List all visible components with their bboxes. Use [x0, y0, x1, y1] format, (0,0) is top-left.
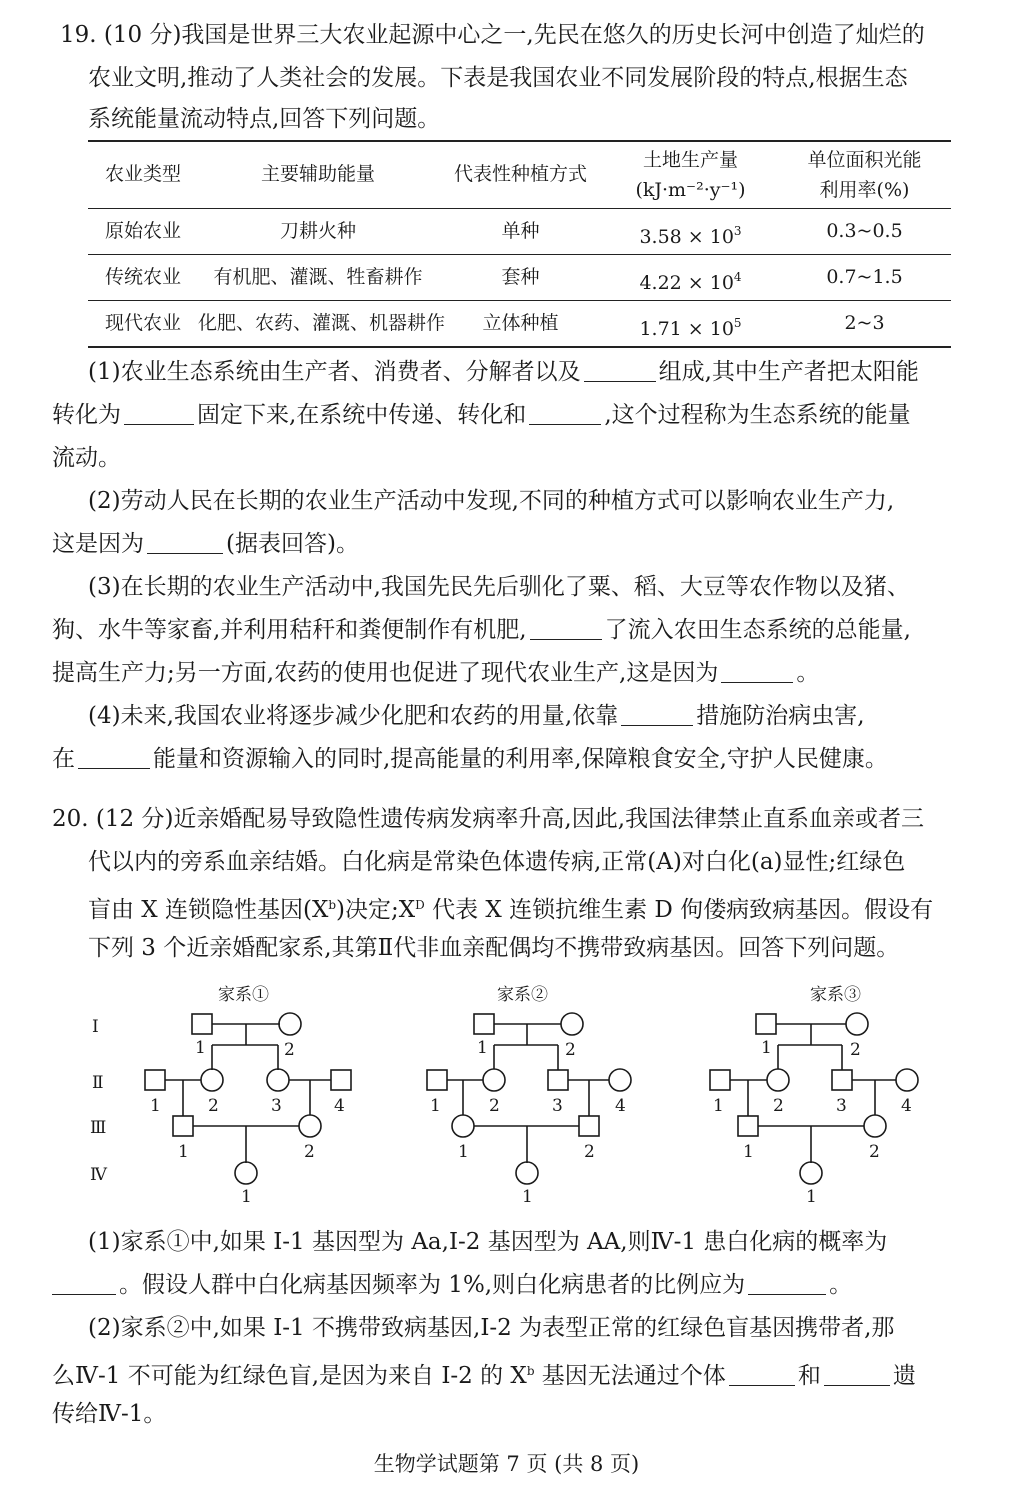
table-header: 利用率(%) [819, 179, 910, 201]
q20-part2-line3: 传给Ⅳ-1。 [52, 1401, 167, 1427]
table-header: 主要辅助能量 [260, 163, 375, 185]
individual-number: 1 [241, 1187, 252, 1207]
page-footer: 生物学试题第 7 页 (共 8 页) [373, 1452, 640, 1476]
q19-part4-line1: (4)未来,我国农业将逐步减少化肥和农药的用量,依靠 措施防治病虫害, [88, 703, 865, 729]
individual-number: 1 [761, 1038, 772, 1058]
individual-number: 2 [850, 1040, 861, 1060]
individual-number: 3 [836, 1096, 847, 1116]
table-cell: 单种 [501, 220, 540, 242]
individual-number: 2 [773, 1096, 784, 1116]
individual-number: 1 [178, 1142, 189, 1162]
individual-number: 1 [430, 1096, 441, 1116]
individual-number: 2 [565, 1040, 576, 1060]
pedigree-family-1 [145, 985, 351, 1207]
q19-line-1: 19. (10 分)我国是世界三大农业起源中心之一,先民在悠久的历史长河中创造了灿烂的 [60, 22, 925, 48]
individual-number: 1 [150, 1096, 161, 1116]
q20-line-3: 盲由 X 连锁隐性基因$(X^b)$决定$;X^D$ 代表 X 连锁抗维生素 D 佝偻病致病基因。假设有 [88, 897, 934, 923]
q20-part1-line1: (1)家系①中,如果 Ⅰ-1 基因型为 Aa,Ⅰ-2 基因型为 AA,则Ⅳ-1 患白化病的概率为 [88, 1229, 888, 1255]
table-cell: 原始农业 [104, 220, 181, 242]
q19-part3-line3: 提高生产力;另一方面,农药的使用也促进了现代农业生产,这是因为 。 [52, 660, 820, 686]
table-header-unit: (kJ·m⁻²·y⁻¹) [635, 179, 746, 201]
pedigree-diagrams [0, 975, 1013, 1215]
individual-number: 1 [477, 1038, 488, 1058]
q20-part1-line2: 。假设人群中白化病基因频率为 1%,则白化病患者的比例应为 。 [52, 1270, 852, 1300]
individual-number: 2 [584, 1142, 595, 1162]
table-cell: 立体种植 [482, 312, 559, 334]
q19-line-3: 系统能量流动特点,回答下列问题。 [88, 106, 441, 132]
individual-number: 3 [271, 1096, 282, 1116]
q19-part4-line2: 在 能量和资源输入的同时,提高能量的利用率,保障粮食安全,守护人民健康。 [52, 746, 888, 772]
individual-number: 2 [284, 1040, 295, 1060]
table-cell: $1.71 \times 10^5$ [639, 316, 742, 340]
table-cell: 现代农业 [104, 312, 181, 334]
q19-part1-line1: (1)农业生态系统由生产者、消费者、分解者以及 组成,其中生产者把太阳能 [88, 359, 919, 385]
pedigree-family-2 [427, 985, 631, 1207]
table-cell: 刀耕火种 [279, 220, 356, 242]
individual-number: 2 [489, 1096, 500, 1116]
family-title: 家系② [497, 985, 548, 1005]
table-cell: 2~3 [844, 312, 885, 334]
table-header: 代表性种植方式 [453, 163, 587, 185]
table-header: 单位面积光能 [807, 149, 922, 171]
table-cell: 传统农业 [104, 266, 181, 288]
individual-number: 4 [334, 1096, 345, 1116]
individual-number: 1 [458, 1142, 469, 1162]
individual-number: 1 [195, 1038, 206, 1058]
q20-part2-line2: 么Ⅳ-1 不可能为红绿色盲,是因为来自 Ⅰ-2 的 $X^b$ 基因无法通过个体 和 遗 [52, 1363, 916, 1389]
table-cell: 0.3~0.5 [826, 220, 903, 242]
q19-part1-line3: 流动。 [52, 445, 121, 471]
table-header: 农业类型 [104, 163, 181, 185]
pedigree-family-3 [710, 985, 918, 1207]
individual-number: 4 [615, 1096, 626, 1116]
q20-line-2: 代以内的旁系血亲结婚。白化病是常染色体遗传病,正常(A)对白化(a)显性;红绿色 [88, 849, 906, 875]
q20-part2-line1: (2)家系②中,如果 Ⅰ-1 不携带致病基因,Ⅰ-2 为表型正常的红绿色盲基因携带者,那 [88, 1315, 895, 1341]
q19-part3-line2: 狗、水牛等家畜,并利用秸秆和粪便制作有机肥, 了流入农田生态系统的总能量, [52, 617, 911, 643]
gen-label: Ⅲ [90, 1118, 107, 1138]
gen-label: Ⅰ [92, 1017, 99, 1037]
q20-line-4: 下列 3 个近亲婚配家系,其第Ⅱ代非血亲配偶均不携带致病基因。回答下列问题。 [88, 935, 900, 961]
table-cell: 套种 [501, 266, 540, 288]
table-cell: 0.7~1.5 [826, 266, 903, 288]
table-cell: $4.22 \times 10^4$ [639, 270, 742, 294]
q20-line-1: 20. (12 分)近亲婚配易导致隐性遗传病发病率升高,因此,我国法律禁止直系血亲或者三 [52, 806, 925, 832]
individual-number: 1 [743, 1142, 754, 1162]
individual-number: 4 [901, 1096, 912, 1116]
individual-number: 1 [713, 1096, 724, 1116]
individual-number: 2 [208, 1096, 219, 1116]
q19-part1-line2: 转化为 固定下来,在系统中传递、转化和 ,这个过程称为生态系统的能量 [52, 402, 911, 428]
table-cell: 化肥、农药、灌溉、机器耕作 [198, 312, 446, 334]
family-title: 家系③ [810, 985, 861, 1005]
individual-number: 1 [522, 1187, 533, 1207]
q19-part2-line2: 这是因为 (据表回答)。 [52, 531, 359, 557]
family-title: 家系① [218, 985, 269, 1005]
q19-line-2: 农业文明,推动了人类社会的发展。下表是我国农业不同发展阶段的特点,根据生态 [88, 65, 908, 91]
individual-number: 3 [552, 1096, 563, 1116]
table-cell: 有机肥、灌溉、牲畜耕作 [213, 266, 423, 288]
q19-part2-line1: (2)劳动人民在长期的农业生产活动中发现,不同的种植方式可以影响农业生产力, [88, 488, 895, 514]
gen-label: Ⅳ [90, 1165, 107, 1185]
individual-number: 1 [806, 1187, 817, 1207]
q19-part3-line1: (3)在长期的农业生产活动中,我国先民先后驯化了粟、稻、大豆等农作物以及猪、 [88, 574, 910, 600]
individual-number: 2 [869, 1142, 880, 1162]
table-cell: $3.58 \times 10^3$ [639, 224, 742, 248]
gen-label: Ⅱ [92, 1073, 104, 1093]
table-header: 土地生产量 [642, 149, 738, 171]
individual-number: 2 [304, 1142, 315, 1162]
